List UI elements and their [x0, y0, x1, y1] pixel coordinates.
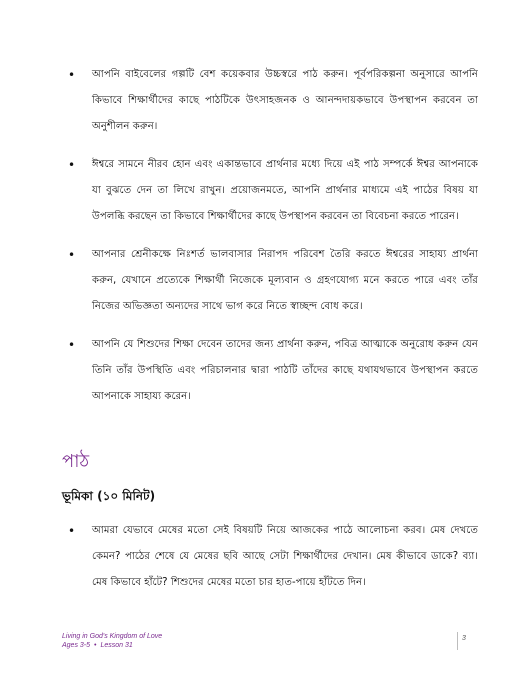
bullet-dot-icon: •	[68, 158, 76, 172]
bullet-dot-icon: •	[68, 68, 76, 82]
footer-separator: •	[94, 642, 97, 649]
list-item	[68, 332, 478, 410]
bullet-dot-icon: •	[68, 248, 76, 262]
list-item	[68, 518, 478, 596]
footer-curriculum-title: Living in God's Kingdom of Love	[62, 633, 163, 640]
bullet-dot-icon: •	[68, 524, 76, 538]
footer-divider	[457, 632, 458, 650]
bullet-dot-icon: •	[68, 338, 76, 352]
footer-lesson-info	[62, 641, 472, 650]
section-heading: পাঠ	[62, 451, 90, 472]
sub-heading: ভূমিকা (১০ মিনিট)	[62, 489, 156, 503]
list-item-text: আপনার শ্রেনীকক্ষে নিঃশর্ত ভালবাসার নিরাপদ পরিবেশ তৈরি করতে ঈশ্বরের সাহায্য প্রার্থনা করুন, যেখানে প্রত্যেকে শিক্ষার্থী নিজেকে মূল্যবান ও গ্রহণযোগ্য মনে করতে পারে এবং তাঁর নিজের অভিজ্ঞতা অন্যদের সাথে ভাগ করে নিতে স্বাচ্ছন্দ বোধ করে।	[92, 249, 478, 312]
list-item-text: আপনি বাইবেলের গল্পটি বেশ কয়েকবার উচ্চস্বরে পাঠ করুন। পূর্বপরিকল্পনা অনুসারে আপনি কিভাবে শিক্ষার্থীদের কাছে পাঠটিকে উৎসাহজনক ও আনন্দদায়কভাবে উপস্থাপন করবেন তা অনুশীলন করুন।	[92, 69, 478, 132]
preparation-bullet-list	[68, 62, 478, 422]
list-item-text: ঈশ্বরে সামনে নীরব হোন এবং একান্তভাবে প্রার্থনার মধ্যে দিয়ে এই পাঠ সম্পর্কে ঈশ্বর আপনাকে যা বুঝতে দেন তা লিখে রাখুন। প্রয়োজনমতে, আপনি প্রার্থনার মাধ্যমে এই পাঠের বিষয় যা উপলব্ধি করছেন তা কিভাবে শিক্ষার্থীদের কাছে উপস্থাপন করবেন তা বিবেচনা করতে পারেন।	[92, 159, 478, 222]
footer-ages: Ages 3-5	[62, 642, 91, 649]
list-item	[68, 242, 478, 320]
list-item	[68, 152, 478, 230]
page-number: 3	[462, 635, 466, 642]
list-item-text: আপনি যে শিশুদের শিক্ষা দেবেন তাদের জন্য প্রার্থনা করুন, পবিত্র আত্মাকে অনুরোধ করুন যেন তিনি তাঁর উপস্থিতি এবং পরিচালনার দ্বারা পাঠটি তাঁদের কাছে যথাযথভাবে উপস্থাপন করতে আপনাকে সাহায্য করেন।	[92, 339, 478, 402]
list-item	[68, 62, 478, 140]
page-footer	[62, 632, 472, 662]
list-item-text: আমরা যেভাবে মেষের মতো সেই বিষয়টি নিয়ে আজকের পাঠে আলোচনা করব। মেষ দেখতে কেমন? পাঠের শেষে যে মেষের ছবি আছে সেটা শিক্ষার্থীদের দেখান। মেষ কীভাবে ডাকে? ব্যা। মেষ কিভাবে হাঁটে? শিশুদের মেষের মতো চার হাত-পায়ে হাঁটতে দিন।	[92, 525, 478, 588]
footer-lesson: Lesson 31	[100, 642, 133, 649]
introduction-bullet-list	[68, 518, 478, 608]
